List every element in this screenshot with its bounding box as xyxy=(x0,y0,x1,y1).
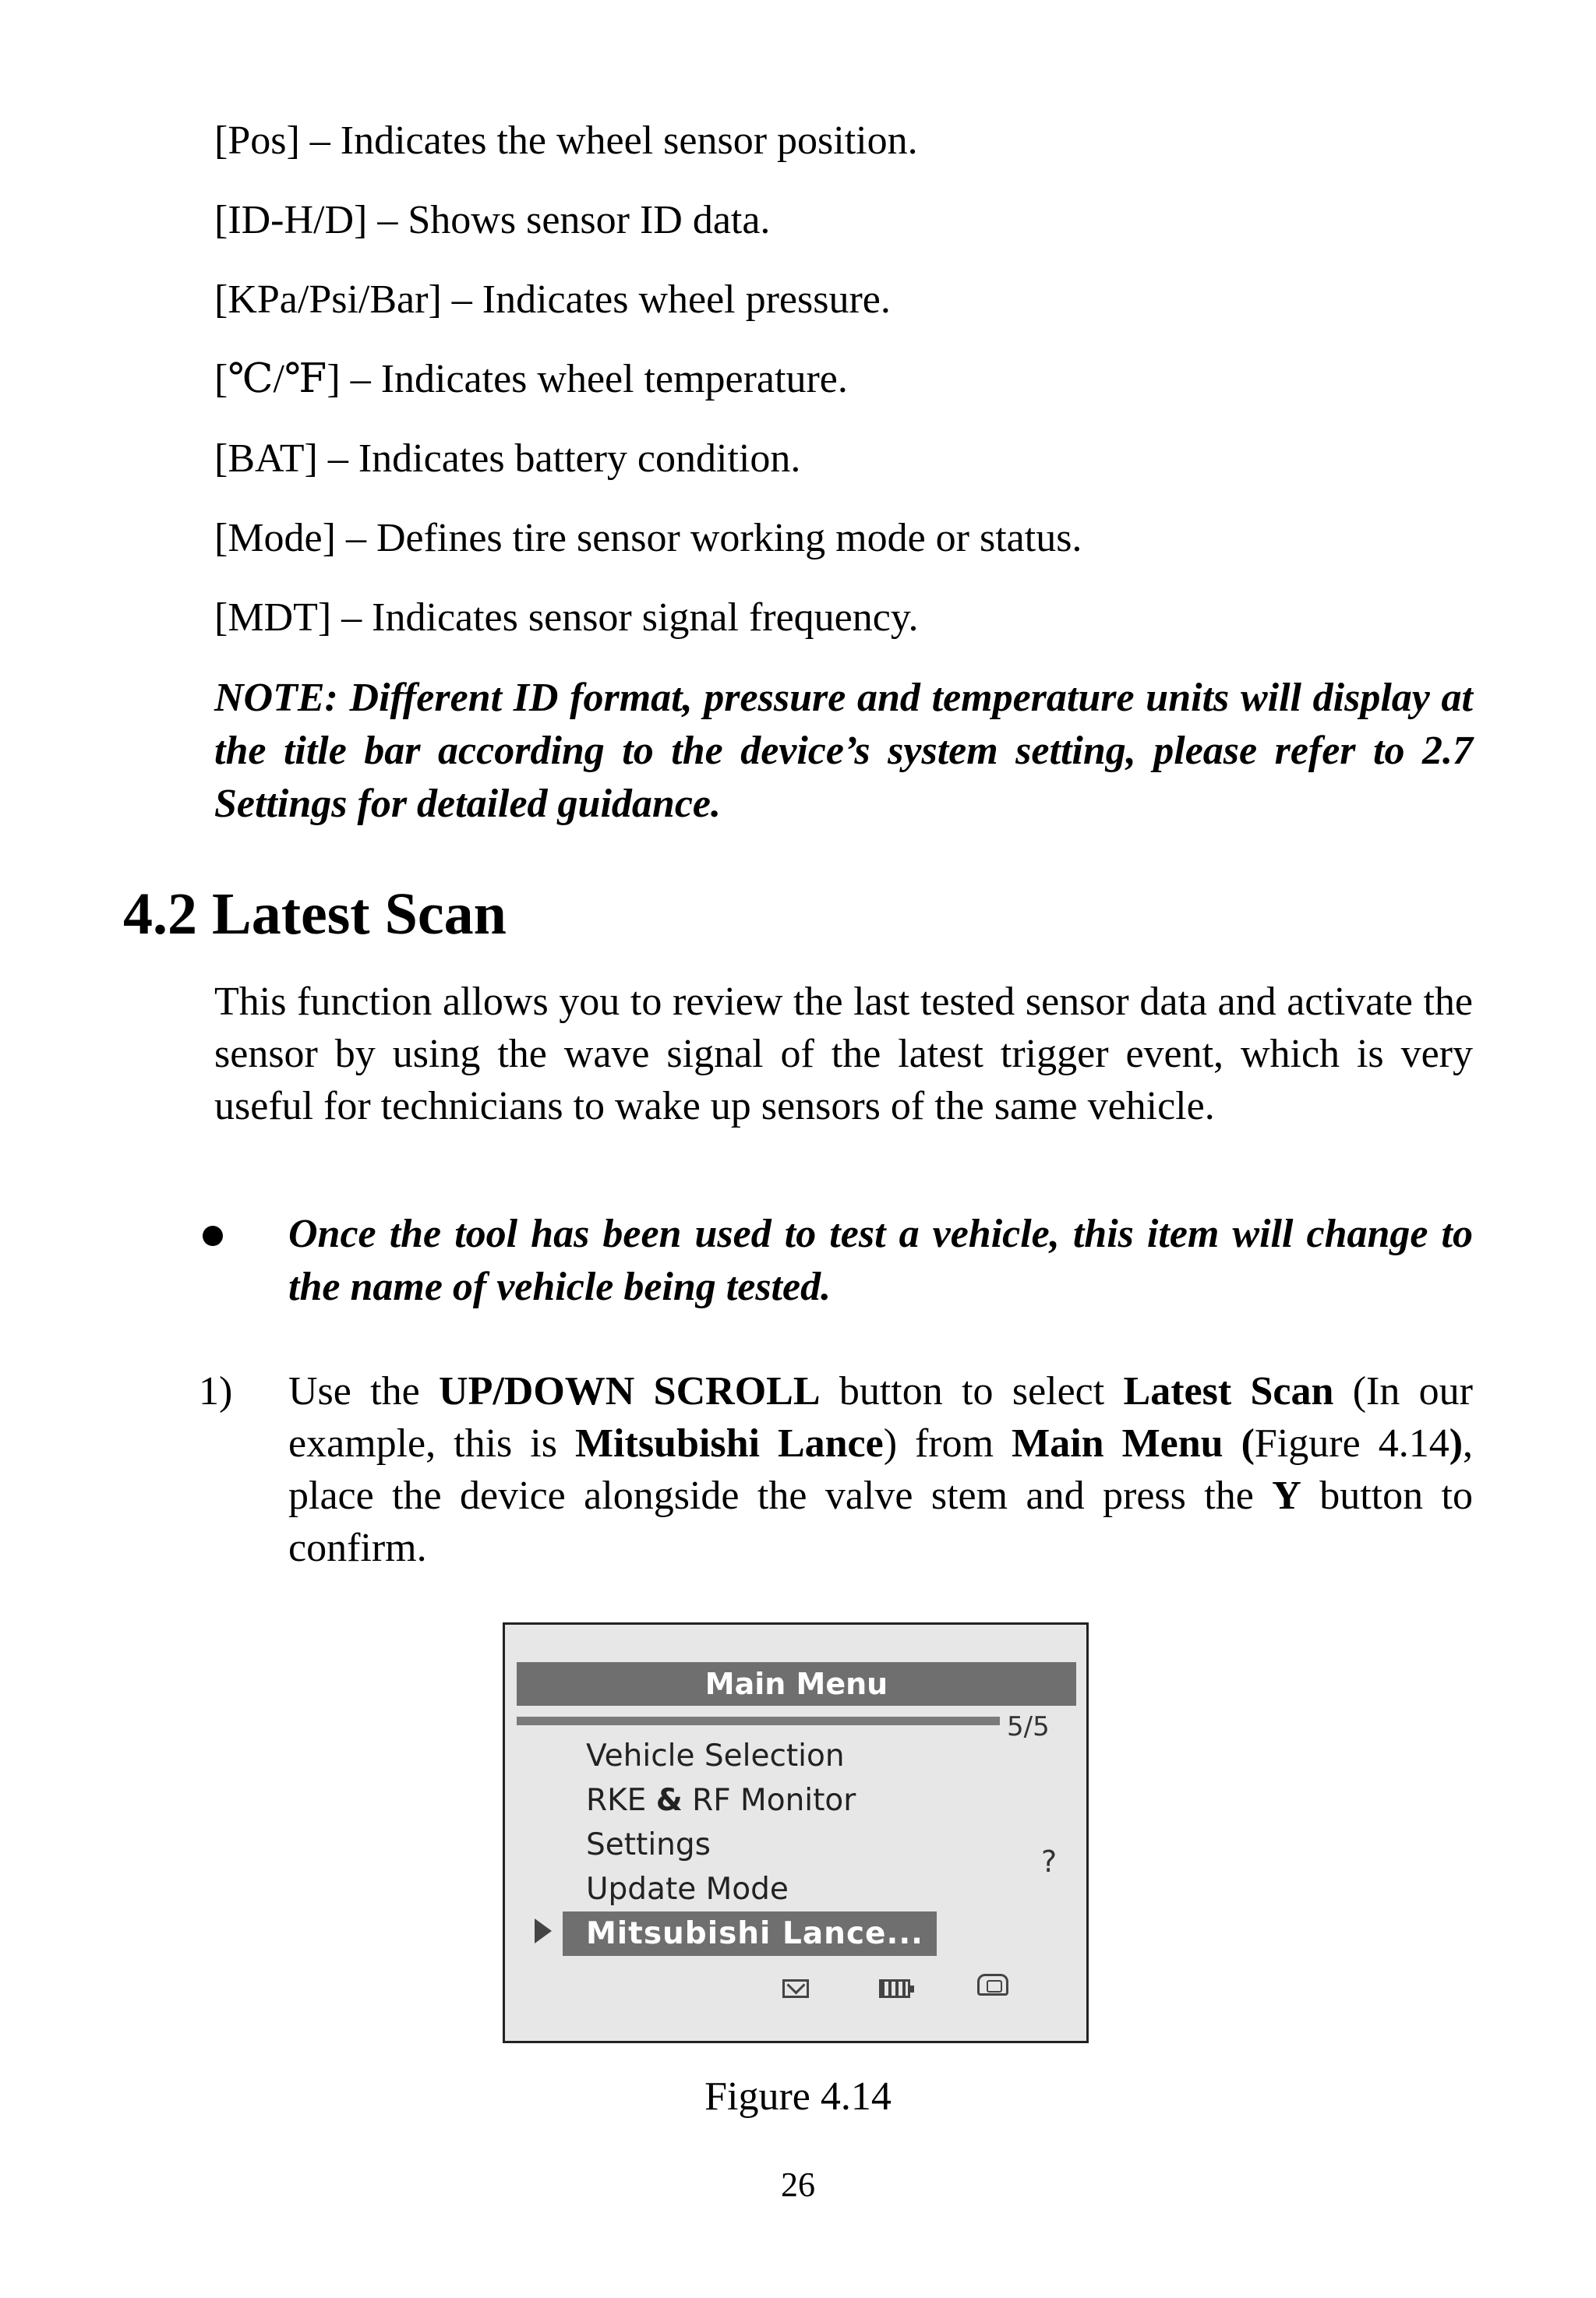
screen-title: Main Menu xyxy=(517,1662,1076,1706)
definition-mode: [Mode] – Defines tire sensor working mode or status. xyxy=(214,516,1082,560)
definition-pressure: [KPa/Psi/Bar] – Indicates wheel pressure. xyxy=(214,277,891,322)
menu-item-selected-vehicle[interactable]: Mitsubishi Lance... xyxy=(563,1911,937,1956)
menu-list xyxy=(586,1734,937,1956)
step-number: 1) xyxy=(199,1369,233,1414)
menu-item-rke-rf-monitor[interactable]: RKE & RF Monitor xyxy=(586,1783,856,1818)
figure-caption: Figure 4.14 xyxy=(704,2074,892,2119)
help-icon: ? xyxy=(1041,1844,1058,1879)
page-indicator: 5/5 xyxy=(1007,1711,1050,1742)
car-icon xyxy=(977,1974,1008,1996)
definition-pos: [Pos] – Indicates the wheel sensor position. xyxy=(214,118,918,163)
page-number: 26 xyxy=(781,2166,815,2204)
mail-icon xyxy=(782,1979,809,1998)
bullet-icon xyxy=(203,1226,223,1246)
scroll-progress-bar xyxy=(517,1717,1000,1725)
definition-list xyxy=(214,117,1477,673)
definition-battery: [BAT] – Indicates battery condition. xyxy=(214,436,801,481)
device-screen-figure xyxy=(503,1622,1089,2043)
menu-item-update-mode[interactable]: Update Mode xyxy=(586,1872,789,1907)
selection-arrow-icon xyxy=(535,1919,552,1943)
battery-icon xyxy=(879,1979,910,1998)
bullet-text: Once the tool has been used to test a vehicle, this item will change to the name of vehicle being tested. xyxy=(288,1212,1473,1309)
section-title: 4.2 Latest Scan xyxy=(123,881,507,947)
menu-item-vehicle-selection[interactable]: Vehicle Selection xyxy=(586,1739,845,1774)
step-text: Use the UP/DOWN SCROLL button to select Latest Scan (In our example, this is Mitsubishi Lance) from Main Menu (Figure 4.14), place the device alongside the valve stem and press the Y button to confirm. xyxy=(288,1369,1474,1570)
intro-paragraph: This function allows you to review the last tested sensor data and activate the sensor by using the wave signal of the latest trigger event, which is very useful for technicians to wake up sensors of the same vehicle. xyxy=(214,980,1473,1128)
note-paragraph: NOTE: Different ID format, pressure and temperature units will display at the title bar according to the device’s system setting, please refer to 2.7 Settings for detailed guidance. xyxy=(214,676,1473,826)
definition-id: [ID-H/D] – Shows sensor ID data. xyxy=(214,198,771,242)
definition-temperature: [℃/℉] – Indicates wheel temperature. xyxy=(214,357,848,401)
menu-item-settings[interactable]: Settings xyxy=(586,1827,711,1862)
definition-mdt: [MDT] – Indicates sensor signal frequency. xyxy=(214,595,919,640)
